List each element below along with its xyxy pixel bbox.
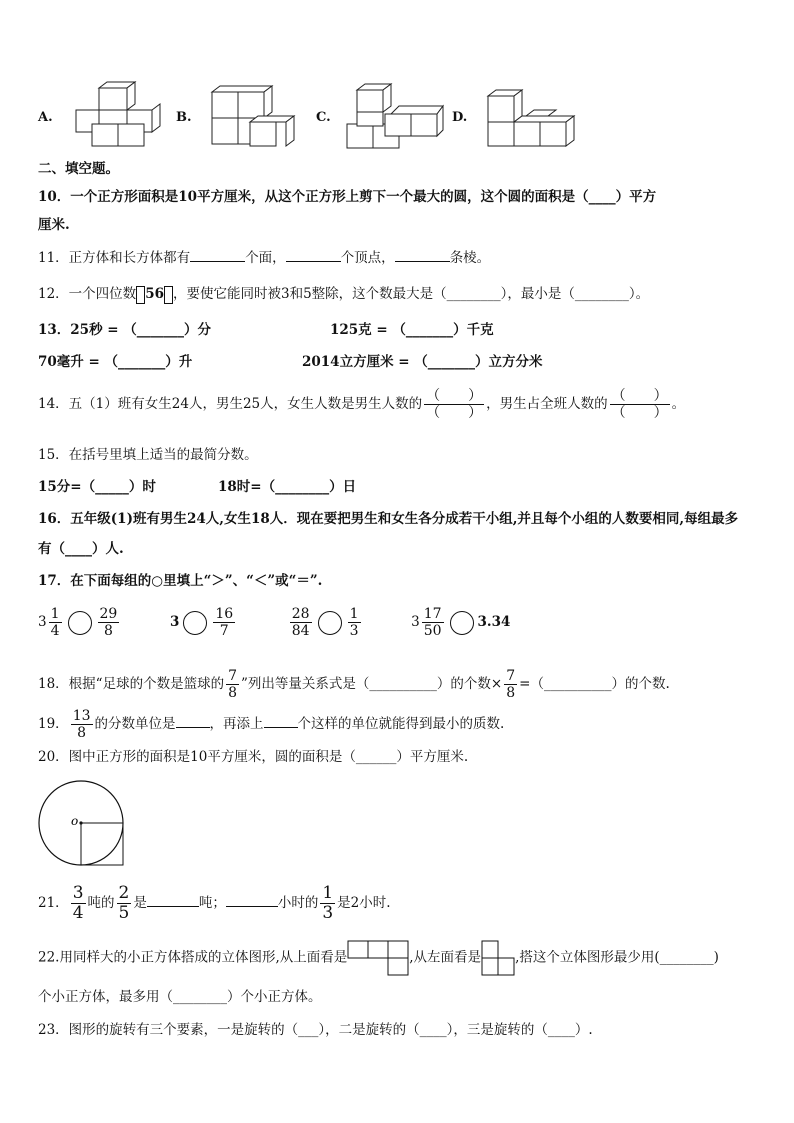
question-22: 22.用同样大的小正方体搭成的立体图形,从上面看是 ,从左面看是 ,搭这个立体图形最少用(________)	[38, 940, 719, 976]
q14-text-a: 14．五（1）班有女生24人，男生25人，女生人数是男生人数的	[38, 396, 423, 412]
q11-blank-2[interactable]	[286, 249, 341, 262]
q17-group-1: 3 $\frac{1}{4}$ $\frac{29}{8}$	[38, 606, 118, 639]
question-10-line1: 10．一个正方形面积是10平方厘米，从这个正方形上剪下一个最大的圆，这个圆的面积是（____）平方	[38, 189, 657, 205]
q15-item-b: 18时=（________）日	[218, 479, 357, 495]
q12-text-a: 12．一个四位数	[38, 286, 137, 302]
q11-text-a: 11．正方体和长方体都有	[38, 250, 191, 266]
top-view-figure	[347, 940, 409, 976]
q14-text-b: ，男生占全班人数的	[486, 396, 608, 412]
q12-digit-box-1[interactable]	[136, 286, 145, 304]
q11-blank-1[interactable]	[190, 249, 245, 262]
cube-stack-a	[76, 82, 160, 146]
q17-circle-2[interactable]	[183, 611, 207, 635]
question-19: 19． $\frac{13}{8}$ 的分数单位是 ，再添上 个这样的单位就能得到最小的质数.	[38, 708, 505, 741]
q21-blank-1[interactable]	[147, 894, 199, 907]
question-22-line2: 个小正方体，最多用（________）个小正方体。	[38, 989, 322, 1005]
q13-item-b: 125克 = （_______）千克	[330, 322, 494, 338]
q14-fraction-2[interactable]: （ ） （ ）	[611, 388, 668, 421]
q12-digit-box-2[interactable]	[164, 286, 173, 304]
option-a-figure	[74, 86, 164, 152]
option-d-label: D.	[452, 110, 468, 125]
q21-blank-2[interactable]	[226, 894, 278, 907]
question-11	[38, 249, 490, 267]
question-16-line2: 有（____）人.	[38, 541, 124, 557]
question-20: 20．图中正方形的面积是10平方厘米，圆的面积是（______）平方厘米.	[38, 749, 469, 765]
question-12	[38, 285, 649, 304]
q15-item-a: 15分=（_____）时	[38, 479, 156, 495]
q15-text: 15．在括号里填上适当的最简分数。	[38, 447, 258, 463]
q11-text-c: 个顶点，	[340, 250, 395, 266]
q17-circle-1[interactable]	[68, 611, 92, 635]
option-a-label: A.	[38, 110, 53, 125]
q12-text-b: ，要使它能同时被3和5整除，这个数最大是（________），最小是（________）。	[172, 286, 650, 302]
q17-circle-3[interactable]	[318, 611, 342, 635]
q14-fraction-1[interactable]: （ ） （ ）	[426, 388, 483, 421]
option-c-label: C.	[316, 110, 331, 125]
option-b-label: B.	[176, 110, 192, 125]
q13-item-a: 13．25秒 = （_______）分	[38, 322, 212, 338]
question-21: 21． $\frac{3}{4}$ 吨的 $\frac{2}{5}$ 是 吨； 小时的 $\frac{1}{3}$ 是2小时.	[38, 883, 391, 923]
q11-text-d: 条棱。	[449, 250, 491, 266]
q19-blank-2[interactable]	[264, 715, 298, 728]
q19-blank-1[interactable]	[176, 715, 210, 728]
q17-circle-4[interactable]	[450, 611, 474, 635]
question-16-line1: 16．五年级(1)班有男生24人,女生18人．现在要把男生和女生各分成若干小组,并且每个小组的人数要相同,每组最多	[38, 511, 739, 527]
q13-item-d: 2014立方厘米 = （_______）立方分米	[302, 354, 543, 370]
center-label: o	[71, 814, 79, 828]
section-heading: 二、填空题。	[38, 161, 119, 177]
question-18: 18．根据“足球的个数是篮球的 $\frac{7}{8}$ ”列出等量关系式是（__________）的个数× $\frac{7}{8}$ =（__________）的个数.	[38, 668, 670, 701]
option-b-figure	[210, 88, 300, 150]
question-14	[38, 388, 685, 421]
q17-groups	[38, 606, 510, 639]
q17-group-2: 3 $\frac{16}{7}$	[169, 606, 234, 639]
question-23: 23．图形的旋转有三个要素，一是旋转的（___），二是旋转的（____），三是旋转的（____）.	[38, 1022, 593, 1038]
option-d-figure	[486, 88, 578, 150]
q17-group-3: $\frac{28}{84}$ $\frac{1}{3}$	[291, 606, 359, 639]
q14-text-c: 。	[671, 396, 686, 412]
q13-item-c: 70毫升 = （_______）升	[38, 354, 193, 370]
q11-blank-3[interactable]	[395, 249, 450, 262]
q11-text-b: 个面，	[245, 250, 286, 266]
question-10-line2: 厘米.	[38, 217, 70, 233]
circle-square-figure	[38, 780, 128, 870]
question-17: 17．在下面每组的○里填上“＞”、“＜”或“＝”.	[38, 573, 323, 589]
option-c-figure	[345, 86, 445, 152]
left-view-figure	[481, 940, 515, 976]
q17-group-4: 3 $\frac{17}{50}$ 3.34	[411, 606, 511, 639]
q12-mid: 56	[145, 286, 164, 302]
